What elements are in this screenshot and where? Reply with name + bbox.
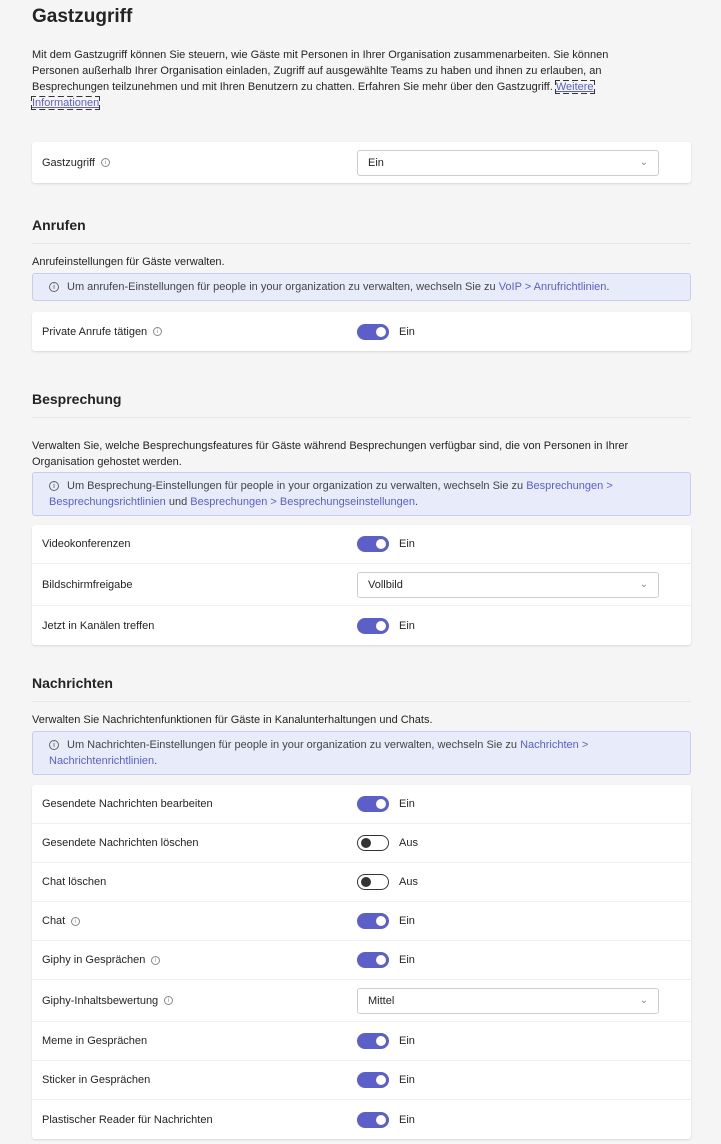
meeting-desc: Verwalten Sie, welche Besprechungsfeatures für Gäste während Besprechungen verfügbar sind, die von Personen in Ihrer Organisation gehostet werden. bbox=[32, 440, 629, 468]
plastischer-reader-für-nachrichten-toggle[interactable] bbox=[357, 1112, 389, 1128]
guest-access-card bbox=[32, 142, 691, 183]
label-text: Meme in Gesprächen bbox=[42, 1035, 148, 1047]
setting-row bbox=[32, 824, 691, 863]
bildschirmfreigabe-dropdown[interactable] bbox=[357, 572, 659, 598]
info-suffix: . bbox=[154, 755, 158, 767]
setting-label bbox=[42, 876, 106, 888]
intro-text bbox=[32, 47, 612, 111]
setting-label bbox=[42, 915, 80, 927]
info-suffix: . bbox=[415, 496, 419, 508]
setting-row bbox=[32, 941, 691, 980]
setting-label bbox=[42, 620, 154, 632]
setting-row bbox=[32, 525, 691, 564]
toggle-state: Aus bbox=[399, 837, 418, 849]
setting-row bbox=[32, 312, 691, 351]
info-suffix: . bbox=[606, 281, 610, 293]
label-text: Videokonferenzen bbox=[42, 538, 131, 550]
setting-label bbox=[42, 326, 162, 338]
guest-access-row bbox=[32, 142, 691, 183]
jetzt-in-kanälen-treffen-toggle[interactable] bbox=[357, 618, 389, 634]
info-icon[interactable]: i bbox=[153, 327, 162, 336]
setting-row bbox=[32, 785, 691, 824]
setting-row bbox=[32, 1061, 691, 1100]
meeting-settings-link[interactable]: Besprechungen > Besprechungseinstellungen bbox=[190, 496, 416, 508]
videokonferenzen-toggle[interactable] bbox=[357, 536, 389, 552]
setting-row bbox=[32, 902, 691, 941]
divider bbox=[32, 417, 691, 418]
toggle-state: Ein bbox=[399, 538, 415, 550]
setting-label bbox=[42, 798, 213, 810]
setting-label bbox=[42, 1074, 150, 1086]
info-icon[interactable]: i bbox=[151, 956, 160, 965]
label-text: Chat löschen bbox=[42, 876, 107, 888]
dropdown-value: Mittel bbox=[368, 994, 395, 1007]
setting-label bbox=[42, 837, 199, 849]
info-icon[interactable]: i bbox=[101, 158, 110, 167]
toggle-state: Ein bbox=[399, 954, 415, 966]
label-text: Bildschirmfreigabe bbox=[42, 578, 133, 591]
setting-label bbox=[42, 1035, 147, 1047]
meeting-card bbox=[32, 525, 691, 645]
toggle-state: Ein bbox=[399, 1113, 415, 1126]
toggle-state: Ein bbox=[399, 1035, 415, 1047]
guest-access-label bbox=[42, 157, 110, 169]
calling-section bbox=[32, 217, 691, 351]
setting-label bbox=[42, 1114, 213, 1126]
toggle-state: Ein bbox=[399, 915, 415, 927]
info-icon: i bbox=[49, 740, 59, 750]
toggle-state: Ein bbox=[399, 325, 415, 338]
dropdown-value: Ein bbox=[368, 156, 384, 169]
more-info-link[interactable]: Weitere Informationen bbox=[32, 81, 594, 109]
divider bbox=[32, 701, 691, 702]
gesendete-nachrichten-löschen-toggle[interactable] bbox=[357, 835, 389, 851]
messaging-heading: Nachrichten bbox=[32, 675, 113, 691]
label-text: Giphy-Inhaltsbewertung bbox=[42, 994, 159, 1007]
private-anrufe-tätigen-toggle[interactable] bbox=[357, 324, 389, 340]
meeting-section bbox=[32, 391, 691, 645]
setting-row bbox=[32, 1100, 691, 1139]
setting-label bbox=[42, 538, 130, 550]
setting-row bbox=[32, 863, 691, 902]
label-text: Gastzugriff bbox=[42, 156, 95, 169]
setting-label bbox=[42, 995, 173, 1007]
messaging-info-banner bbox=[32, 731, 691, 775]
label-text: Chat bbox=[42, 915, 66, 927]
toggle-state: Ein bbox=[399, 798, 415, 810]
chevron-down-icon: ⌄ bbox=[639, 579, 648, 590]
label-text: Gesendete Nachrichten löschen bbox=[42, 837, 199, 849]
divider bbox=[32, 243, 691, 244]
label-text: Private Anrufe tätigen bbox=[42, 325, 148, 338]
sticker-in-gesprächen-toggle[interactable] bbox=[357, 1072, 389, 1088]
giphy-inhaltsbewertung-dropdown[interactable] bbox=[357, 988, 659, 1014]
guest-access-dropdown[interactable] bbox=[357, 150, 659, 176]
label-text: Jetzt in Kanälen treffen bbox=[42, 619, 155, 632]
meeting-heading: Besprechung bbox=[32, 391, 122, 407]
messaging-card bbox=[32, 785, 691, 1139]
calling-heading: Anrufen bbox=[32, 217, 86, 233]
chevron-down-icon: ⌄ bbox=[639, 995, 648, 1006]
voip-link[interactable]: VoIP > Anrufrichtlinien bbox=[498, 281, 607, 293]
giphy-in-gesprächen-toggle[interactable] bbox=[357, 952, 389, 968]
chevron-down-icon: ⌄ bbox=[639, 157, 648, 168]
calling-card bbox=[32, 312, 691, 351]
toggle-state: Ein bbox=[399, 1074, 415, 1086]
toggle-state: Aus bbox=[399, 876, 418, 888]
gesendete-nachrichten-bearbeiten-toggle[interactable] bbox=[357, 796, 389, 812]
info-text: Um Besprechung-Einstellungen für people in your organization zu verwalten, wechseln Sie zu bbox=[67, 480, 527, 492]
setting-label bbox=[42, 579, 132, 591]
chat-löschen-toggle[interactable] bbox=[357, 874, 389, 890]
label-text: Sticker in Gesprächen bbox=[42, 1074, 151, 1086]
setting-row bbox=[32, 980, 691, 1022]
info-icon: i bbox=[49, 481, 59, 491]
info-text: Um anrufen-Einstellungen für people in your organization zu verwalten, wechseln Sie zu bbox=[67, 281, 499, 293]
info-icon: i bbox=[49, 282, 59, 292]
meme-in-gesprächen-toggle[interactable] bbox=[357, 1033, 389, 1049]
label-text: Gesendete Nachrichten bearbeiten bbox=[42, 798, 213, 810]
info-icon[interactable]: i bbox=[71, 917, 80, 926]
messaging-desc: Verwalten Sie Nachrichtenfunktionen für Gäste in Kanalunterhaltungen und Chats. bbox=[32, 714, 433, 726]
info-text: Um Nachrichten-Einstellungen für people in your organization zu verwalten, wechseln Sie zu bbox=[67, 739, 521, 751]
intro-body: Mit dem Gastzugriff können Sie steuern, wie Gäste mit Personen in Ihrer Organisation zusammenarbeiten. Sie können Personen außerhalb Ihrer Organisation einladen, Zugriff auf ausgewählte Teams zu haben und ihnen zu erlauben, an Besprechungen teilzunehmen und mit Ihren Benutzern zu chatten. Erfahren Sie mehr über den Gastzugriff. bbox=[32, 49, 609, 93]
calling-desc: Anrufeinstellungen für Gäste verwalten. bbox=[32, 256, 225, 268]
setting-row bbox=[32, 1022, 691, 1061]
messaging-section bbox=[32, 675, 691, 1139]
info-icon[interactable]: i bbox=[164, 996, 173, 1005]
label-text: Plastischer Reader für Nachrichten bbox=[42, 1113, 213, 1126]
info-mid: und bbox=[165, 496, 191, 508]
meeting-info-banner bbox=[32, 472, 691, 516]
meeting-policies-link[interactable]: Besprechungen > Besprechungsrichtlinien bbox=[49, 480, 613, 508]
setting-row bbox=[32, 606, 691, 645]
dropdown-value: Vollbild bbox=[368, 578, 403, 591]
page-title: Gastzugriff bbox=[32, 6, 133, 27]
setting-row bbox=[32, 564, 691, 606]
calling-info-banner bbox=[32, 273, 691, 301]
toggle-state: Ein bbox=[399, 619, 415, 632]
setting-label bbox=[42, 954, 160, 966]
messaging-policies-link[interactable]: Nachrichten > Nachrichtenrichtlinien bbox=[49, 739, 589, 767]
label-text: Giphy in Gesprächen bbox=[42, 954, 146, 966]
chat-toggle[interactable] bbox=[357, 913, 389, 929]
